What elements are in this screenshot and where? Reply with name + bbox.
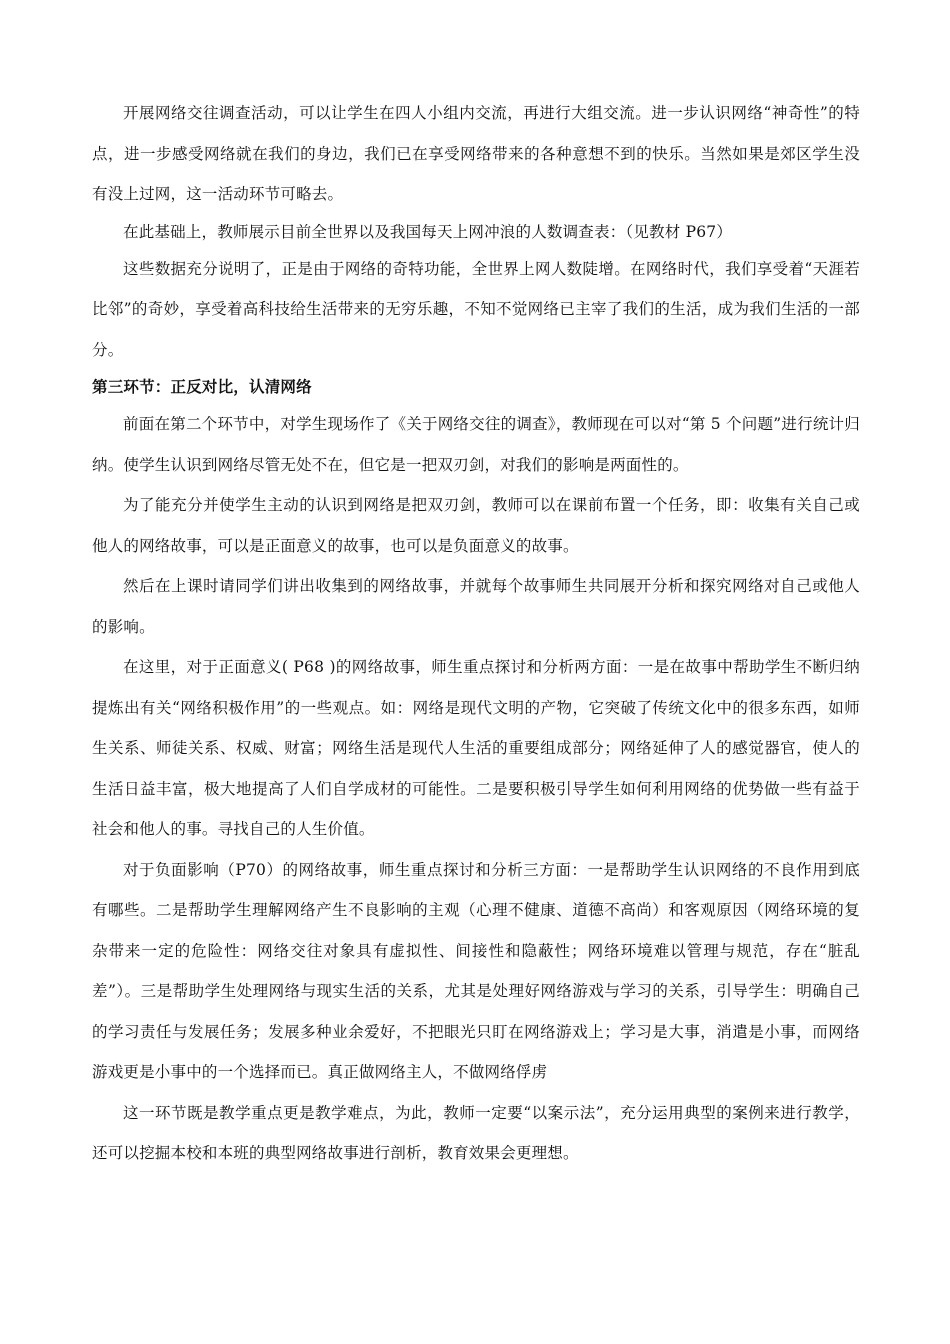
document-page — [92, 93, 860, 1174]
paragraph-teaching-focus: 这一环节既是教学重点更是教学难点，为此，教师一定要“以案示法”，充分运用典型的案例来进行教学，还可以挖掘本校和本班的典型网络故事进行剖析，教育效果会更理想。 — [92, 1103, 860, 1162]
paragraph-positive-impact: 在这里，对于正面意义( P68 )的网络故事，师生重点探讨和分析两方面：一是在故事中帮助学生不断归纳提炼出有关“网络积极作用”的一些观点。如：网络是现代文明的产物，它突破了传统文化中的很多东西，如师生关系、师徒关系、权威、财富；网络生活是现代人生活的重要组成部分；网络延伸了人的感觉器官，使人的生活日益丰富，极大地提高了人们自学成材的可能性。二是要积极引导学生如何利用网络的优势做一些有益于社会和他人的事。寻找自己的人生价值。 — [92, 658, 860, 838]
paragraph-negative-impact: 对于负面影响（P70）的网络故事，师生重点探讨和分析三方面：一是帮助学生认识网络的不良作用到底有哪些。二是帮助学生理解网络产生不良影响的主观（心理不健康、道德不高尚）和客观原因（网络环境的复杂带来一定的危险性：网络交往对象具有虚拟性、间接性和隐蔽性；网络环境难以管理与规范，存在“脏乱差”）。三是帮助学生处理网络与现实生活的关系，尤其是处理好网络游戏与学习的关系，引导学生：明确自己的学习责任与发展任务；发展多种业余爱好，不把眼光只盯在网络游戏上；学习是大事，消遣是小事，而网络游戏更是小事中的一个选择而已。真正做网络主人，不做网络俘虏 — [92, 860, 860, 1081]
paragraph-statistics: 前面在第二个环节中，对学生现场作了《关于网络交往的调查》，教师现在可以对“第 5 个问题”进行统计归纳。使学生认识到网络尽管无处不在，但它是一把双刃剑，对我们的影响是两面性的。 — [92, 415, 860, 474]
paragraph-investigation-activity: 开展网络交往调查活动，可以让学生在四人小组内交流，再进行大组交流。进一步认识网络“神奇性”的特点，进一步感受网络就在我们的身边，我们已在享受网络带来的各种意想不到的快乐。当然如果是郊区学生没有没上过网，这一活动环节可略去。 — [92, 104, 860, 203]
paragraph-survey-table: 在此基础上，教师展示目前全世界以及我国每天上网冲浪的人数调查表：（见教材 P67） — [123, 222, 733, 241]
paragraph-data-explanation: 这些数据充分说明了，正是由于网络的奇特功能，全世界上网人数陡增。在网络时代，我们享受着“天涯若比邻”的奇妙，享受着高科技给生活带来的无穷乐趣，不知不觉网络已主宰了我们的生活，成为我们生活的一部分。 — [92, 259, 860, 359]
section-heading: 第三环节：正反对比，认清网络 — [92, 378, 312, 396]
paragraph-task-assignment: 为了能充分并使学生主动的认识到网络是把双刃剑，教师可以在课前布置一个任务，即：收集有关自己或他人的网络故事，可以是正面意义的故事，也可以是负面意义的故事。 — [92, 496, 860, 555]
paragraph-story-sharing: 然后在上课时请同学们讲出收集到的网络故事，并就每个故事师生共同展开分析和探究网络对自己或他人的影响。 — [92, 577, 860, 636]
